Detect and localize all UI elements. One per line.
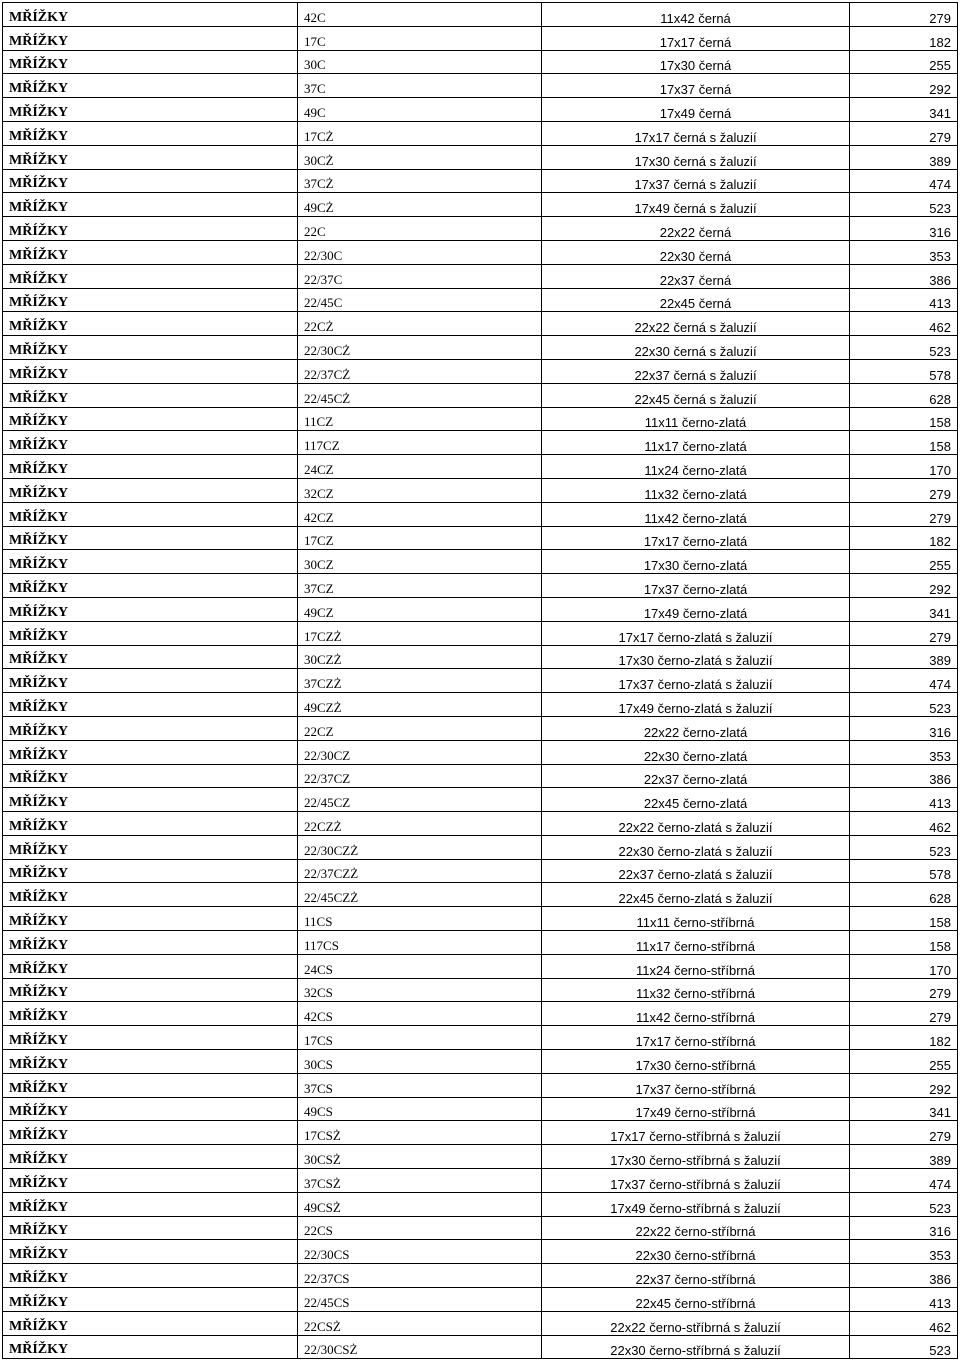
price-cell: 158 xyxy=(850,907,958,931)
category-cell: MŘÍŽKY xyxy=(3,336,298,360)
description-cell: 22x30 černo-stříbrná s žaluzií xyxy=(542,1335,850,1359)
table-row xyxy=(3,383,958,407)
code-cell: 22/37CZ xyxy=(298,764,542,788)
price-cell: 316 xyxy=(850,716,958,740)
code-cell: 24CS xyxy=(298,954,542,978)
table-row xyxy=(3,26,958,50)
description-cell: 22x45 černá s žaluzií xyxy=(542,383,850,407)
description-cell: 22x45 černá xyxy=(542,288,850,312)
category-cell: MŘÍŽKY xyxy=(3,1240,298,1264)
category-cell: MŘÍŽKY xyxy=(3,859,298,883)
price-cell: 462 xyxy=(850,1311,958,1335)
code-cell: 37CŻ xyxy=(298,169,542,193)
table-row xyxy=(3,217,958,241)
price-cell: 341 xyxy=(850,1097,958,1121)
category-cell: MŘÍŽKY xyxy=(3,907,298,931)
table-row xyxy=(3,1216,958,1240)
code-cell: 49C xyxy=(298,98,542,122)
price-cell: 279 xyxy=(850,978,958,1002)
category-cell: MŘÍŽKY xyxy=(3,98,298,122)
table-row xyxy=(3,121,958,145)
table-row xyxy=(3,883,958,907)
table-row xyxy=(3,312,958,336)
table-row xyxy=(3,550,958,574)
description-cell: 17x37 černá s žaluzií xyxy=(542,169,850,193)
price-cell: 386 xyxy=(850,264,958,288)
code-cell: 22/30CSŻ xyxy=(298,1335,542,1359)
category-cell: MŘÍŽKY xyxy=(3,50,298,74)
description-cell: 17x49 černo-stříbrná xyxy=(542,1097,850,1121)
table-row xyxy=(3,1335,958,1359)
table-row xyxy=(3,431,958,455)
code-cell: 32CS xyxy=(298,978,542,1002)
description-cell: 22x22 černo-stříbrná xyxy=(542,1216,850,1240)
price-cell: 462 xyxy=(850,312,958,336)
code-cell: 22/30CZ xyxy=(298,740,542,764)
category-cell: MŘÍŽKY xyxy=(3,145,298,169)
description-cell: 17x49 černo-zlatá xyxy=(542,597,850,621)
table-row xyxy=(3,574,958,598)
code-cell: 30CZŻ xyxy=(298,645,542,669)
description-cell: 22x30 černo-zlatá s žaluzií xyxy=(542,835,850,859)
table-row xyxy=(3,1288,958,1312)
description-cell: 22x22 černá xyxy=(542,217,850,241)
description-cell: 17x49 černá xyxy=(542,98,850,122)
description-cell: 22x37 černo-stříbrná xyxy=(542,1264,850,1288)
category-cell: MŘÍŽKY xyxy=(3,574,298,598)
price-cell: 523 xyxy=(850,1192,958,1216)
code-cell: 17CS xyxy=(298,1026,542,1050)
price-cell: 170 xyxy=(850,455,958,479)
price-cell: 279 xyxy=(850,1002,958,1026)
table-row xyxy=(3,288,958,312)
price-table-body xyxy=(3,3,958,1359)
code-cell: 49CZ xyxy=(298,597,542,621)
category-cell: MŘÍŽKY xyxy=(3,478,298,502)
code-cell: 22/45CZ xyxy=(298,788,542,812)
code-cell: 17CŻ xyxy=(298,121,542,145)
category-cell: MŘÍŽKY xyxy=(3,193,298,217)
price-cell: 279 xyxy=(850,478,958,502)
table-row xyxy=(3,907,958,931)
table-row xyxy=(3,240,958,264)
table-row xyxy=(3,193,958,217)
code-cell: 22/30CZŻ xyxy=(298,835,542,859)
description-cell: 17x30 černá xyxy=(542,50,850,74)
category-cell: MŘÍŽKY xyxy=(3,26,298,50)
price-cell: 292 xyxy=(850,1073,958,1097)
code-cell: 37C xyxy=(298,74,542,98)
category-cell: MŘÍŽKY xyxy=(3,1026,298,1050)
category-cell: MŘÍŽKY xyxy=(3,550,298,574)
category-cell: MŘÍŽKY xyxy=(3,407,298,431)
price-cell: 279 xyxy=(850,121,958,145)
description-cell: 22x45 černo-zlatá xyxy=(542,788,850,812)
price-table xyxy=(2,2,958,1359)
description-cell: 11x42 černo-stříbrná xyxy=(542,1002,850,1026)
table-row xyxy=(3,931,958,955)
description-cell: 22x37 černo-zlatá xyxy=(542,764,850,788)
table-row xyxy=(3,1169,958,1193)
price-cell: 628 xyxy=(850,883,958,907)
table-row xyxy=(3,835,958,859)
description-cell: 22x30 černá s žaluzií xyxy=(542,336,850,360)
price-cell: 158 xyxy=(850,931,958,955)
code-cell: 22/37C xyxy=(298,264,542,288)
price-cell: 523 xyxy=(850,835,958,859)
category-cell: MŘÍŽKY xyxy=(3,669,298,693)
price-cell: 341 xyxy=(850,597,958,621)
price-cell: 474 xyxy=(850,1169,958,1193)
category-cell: MŘÍŽKY xyxy=(3,1288,298,1312)
category-cell: MŘÍŽKY xyxy=(3,217,298,241)
table-row xyxy=(3,1145,958,1169)
description-cell: 11x32 černo-zlatá xyxy=(542,478,850,502)
category-cell: MŘÍŽKY xyxy=(3,764,298,788)
price-cell: 316 xyxy=(850,1216,958,1240)
description-cell: 22x22 černá s žaluzií xyxy=(542,312,850,336)
table-row xyxy=(3,693,958,717)
table-row xyxy=(3,1192,958,1216)
description-cell: 11x42 černá xyxy=(542,3,850,27)
price-cell: 413 xyxy=(850,788,958,812)
code-cell: 30C xyxy=(298,50,542,74)
code-cell: 30CŻ xyxy=(298,145,542,169)
price-cell: 255 xyxy=(850,1050,958,1074)
category-cell: MŘÍŽKY xyxy=(3,502,298,526)
description-cell: 22x30 černo-stříbrná xyxy=(542,1240,850,1264)
category-cell: MŘÍŽKY xyxy=(3,1121,298,1145)
category-cell: MŘÍŽKY xyxy=(3,716,298,740)
description-cell: 17x30 černo-stříbrná xyxy=(542,1050,850,1074)
description-cell: 17x17 černá s žaluzií xyxy=(542,121,850,145)
price-cell: 462 xyxy=(850,812,958,836)
description-cell: 17x37 černo-zlatá s žaluzií xyxy=(542,669,850,693)
category-cell: MŘÍŽKY xyxy=(3,240,298,264)
category-cell: MŘÍŽKY xyxy=(3,1192,298,1216)
table-row xyxy=(3,169,958,193)
price-cell: 158 xyxy=(850,431,958,455)
price-cell: 170 xyxy=(850,954,958,978)
price-cell: 158 xyxy=(850,407,958,431)
description-cell: 11x32 černo-stříbrná xyxy=(542,978,850,1002)
table-row xyxy=(3,764,958,788)
description-cell: 17x30 černo-stříbrná s žaluzií xyxy=(542,1145,850,1169)
code-cell: 22/30CŻ xyxy=(298,336,542,360)
description-cell: 17x17 černo-zlatá s žaluzií xyxy=(542,621,850,645)
code-cell: 117CZ xyxy=(298,431,542,455)
code-cell: 42CZ xyxy=(298,502,542,526)
category-cell: MŘÍŽKY xyxy=(3,3,298,27)
description-cell: 17x17 černá xyxy=(542,26,850,50)
table-row xyxy=(3,669,958,693)
description-cell: 22x22 černo-zlatá s žaluzií xyxy=(542,812,850,836)
price-cell: 389 xyxy=(850,645,958,669)
category-cell: MŘÍŽKY xyxy=(3,1311,298,1335)
table-row xyxy=(3,1050,958,1074)
code-cell: 37CS xyxy=(298,1073,542,1097)
category-cell: MŘÍŽKY xyxy=(3,1264,298,1288)
description-cell: 22x45 černo-zlatá s žaluzií xyxy=(542,883,850,907)
category-cell: MŘÍŽKY xyxy=(3,74,298,98)
price-cell: 386 xyxy=(850,764,958,788)
code-cell: 22CS xyxy=(298,1216,542,1240)
code-cell: 11CZ xyxy=(298,407,542,431)
category-cell: MŘÍŽKY xyxy=(3,1145,298,1169)
code-cell: 30CZ xyxy=(298,550,542,574)
price-cell: 523 xyxy=(850,693,958,717)
price-cell: 292 xyxy=(850,74,958,98)
category-cell: MŘÍŽKY xyxy=(3,1097,298,1121)
code-cell: 42C xyxy=(298,3,542,27)
code-cell: 22/37CŻ xyxy=(298,359,542,383)
category-cell: MŘÍŽKY xyxy=(3,1216,298,1240)
price-cell: 386 xyxy=(850,1264,958,1288)
table-row xyxy=(3,740,958,764)
category-cell: MŘÍŽKY xyxy=(3,1073,298,1097)
code-cell: 22/45CŻ xyxy=(298,383,542,407)
price-cell: 413 xyxy=(850,288,958,312)
code-cell: 17C xyxy=(298,26,542,50)
category-cell: MŘÍŽKY xyxy=(3,1335,298,1359)
description-cell: 17x30 černo-zlatá xyxy=(542,550,850,574)
table-row xyxy=(3,336,958,360)
price-cell: 523 xyxy=(850,193,958,217)
table-row xyxy=(3,1026,958,1050)
table-row xyxy=(3,502,958,526)
table-row xyxy=(3,526,958,550)
price-cell: 523 xyxy=(850,1335,958,1359)
price-cell: 341 xyxy=(850,98,958,122)
category-cell: MŘÍŽKY xyxy=(3,812,298,836)
code-cell: 17CSŻ xyxy=(298,1121,542,1145)
description-cell: 11x24 černo-zlatá xyxy=(542,455,850,479)
description-cell: 22x22 černo-zlatá xyxy=(542,716,850,740)
code-cell: 24CZ xyxy=(298,455,542,479)
description-cell: 11x24 černo-stříbrná xyxy=(542,954,850,978)
category-cell: MŘÍŽKY xyxy=(3,121,298,145)
price-cell: 413 xyxy=(850,1288,958,1312)
description-cell: 22x30 černá xyxy=(542,240,850,264)
price-cell: 279 xyxy=(850,3,958,27)
category-cell: MŘÍŽKY xyxy=(3,1169,298,1193)
table-row xyxy=(3,74,958,98)
description-cell: 11x11 černo-zlatá xyxy=(542,407,850,431)
category-cell: MŘÍŽKY xyxy=(3,312,298,336)
code-cell: 22/45C xyxy=(298,288,542,312)
code-cell: 22/45CS xyxy=(298,1288,542,1312)
table-row xyxy=(3,1121,958,1145)
description-cell: 22x22 černo-stříbrná s žaluzií xyxy=(542,1311,850,1335)
price-cell: 474 xyxy=(850,669,958,693)
price-cell: 474 xyxy=(850,169,958,193)
table-row xyxy=(3,1264,958,1288)
description-cell: 17x49 černo-stříbrná s žaluzií xyxy=(542,1192,850,1216)
code-cell: 49CŻ xyxy=(298,193,542,217)
code-cell: 22/45CZŻ xyxy=(298,883,542,907)
table-row xyxy=(3,1002,958,1026)
price-cell: 255 xyxy=(850,50,958,74)
description-cell: 11x11 černo-stříbrná xyxy=(542,907,850,931)
price-cell: 292 xyxy=(850,574,958,598)
table-row xyxy=(3,478,958,502)
category-cell: MŘÍŽKY xyxy=(3,264,298,288)
code-cell: 22C xyxy=(298,217,542,241)
code-cell: 49CSŻ xyxy=(298,1192,542,1216)
price-cell: 353 xyxy=(850,740,958,764)
description-cell: 17x49 černo-zlatá s žaluzií xyxy=(542,693,850,717)
table-row xyxy=(3,621,958,645)
price-cell: 389 xyxy=(850,145,958,169)
price-cell: 578 xyxy=(850,359,958,383)
code-cell: 117CS xyxy=(298,931,542,955)
price-cell: 316 xyxy=(850,217,958,241)
table-row xyxy=(3,859,958,883)
code-cell: 49CS xyxy=(298,1097,542,1121)
code-cell: 22/30C xyxy=(298,240,542,264)
description-cell: 22x45 černo-stříbrná xyxy=(542,1288,850,1312)
category-cell: MŘÍŽKY xyxy=(3,169,298,193)
description-cell: 11x42 černo-zlatá xyxy=(542,502,850,526)
category-cell: MŘÍŽKY xyxy=(3,1050,298,1074)
price-cell: 182 xyxy=(850,26,958,50)
code-cell: 11CS xyxy=(298,907,542,931)
description-cell: 17x17 černo-stříbrná s žaluzií xyxy=(542,1121,850,1145)
table-row xyxy=(3,1311,958,1335)
price-cell: 578 xyxy=(850,859,958,883)
description-cell: 11x17 černo-zlatá xyxy=(542,431,850,455)
category-cell: MŘÍŽKY xyxy=(3,740,298,764)
description-cell: 17x17 černo-stříbrná xyxy=(542,1026,850,1050)
category-cell: MŘÍŽKY xyxy=(3,693,298,717)
price-cell: 255 xyxy=(850,550,958,574)
table-row xyxy=(3,978,958,1002)
table-row xyxy=(3,954,958,978)
code-cell: 17CZ xyxy=(298,526,542,550)
category-cell: MŘÍŽKY xyxy=(3,931,298,955)
table-row xyxy=(3,3,958,27)
category-cell: MŘÍŽKY xyxy=(3,978,298,1002)
category-cell: MŘÍŽKY xyxy=(3,621,298,645)
description-cell: 17x37 černo-zlatá xyxy=(542,574,850,598)
table-row xyxy=(3,716,958,740)
table-row xyxy=(3,597,958,621)
code-cell: 49CZŻ xyxy=(298,693,542,717)
description-cell: 17x37 černo-stříbrná xyxy=(542,1073,850,1097)
price-cell: 182 xyxy=(850,526,958,550)
description-cell: 17x30 černá s žaluzií xyxy=(542,145,850,169)
code-cell: 37CZŻ xyxy=(298,669,542,693)
description-cell: 22x37 černá s žaluzií xyxy=(542,359,850,383)
code-cell: 30CSŻ xyxy=(298,1145,542,1169)
category-cell: MŘÍŽKY xyxy=(3,455,298,479)
price-cell: 279 xyxy=(850,621,958,645)
description-cell: 17x49 černá s žaluzií xyxy=(542,193,850,217)
price-cell: 353 xyxy=(850,1240,958,1264)
price-cell: 389 xyxy=(850,1145,958,1169)
description-cell: 11x17 černo-stříbrná xyxy=(542,931,850,955)
code-cell: 22/37CZŻ xyxy=(298,859,542,883)
price-cell: 279 xyxy=(850,1121,958,1145)
table-row xyxy=(3,264,958,288)
price-cell: 353 xyxy=(850,240,958,264)
price-cell: 523 xyxy=(850,336,958,360)
description-cell: 17x17 černo-zlatá xyxy=(542,526,850,550)
table-row xyxy=(3,788,958,812)
description-cell: 17x30 černo-zlatá s žaluzií xyxy=(542,645,850,669)
price-cell: 628 xyxy=(850,383,958,407)
category-cell: MŘÍŽKY xyxy=(3,1002,298,1026)
code-cell: 37CZ xyxy=(298,574,542,598)
code-cell: 30CS xyxy=(298,1050,542,1074)
category-cell: MŘÍŽKY xyxy=(3,383,298,407)
code-cell: 22CZ xyxy=(298,716,542,740)
description-cell: 17x37 černá xyxy=(542,74,850,98)
category-cell: MŘÍŽKY xyxy=(3,597,298,621)
code-cell: 42CS xyxy=(298,1002,542,1026)
category-cell: MŘÍŽKY xyxy=(3,645,298,669)
table-row xyxy=(3,812,958,836)
table-row xyxy=(3,1073,958,1097)
table-row xyxy=(3,359,958,383)
code-cell: 37CSŻ xyxy=(298,1169,542,1193)
table-row xyxy=(3,98,958,122)
code-cell: 22CZŻ xyxy=(298,812,542,836)
table-row xyxy=(3,455,958,479)
table-row xyxy=(3,50,958,74)
category-cell: MŘÍŽKY xyxy=(3,288,298,312)
table-row xyxy=(3,145,958,169)
table-row xyxy=(3,645,958,669)
category-cell: MŘÍŽKY xyxy=(3,359,298,383)
table-row xyxy=(3,1240,958,1264)
category-cell: MŘÍŽKY xyxy=(3,431,298,455)
description-cell: 17x37 černo-stříbrná s žaluzií xyxy=(542,1169,850,1193)
code-cell: 32CZ xyxy=(298,478,542,502)
description-cell: 22x37 černá xyxy=(542,264,850,288)
category-cell: MŘÍŽKY xyxy=(3,954,298,978)
code-cell: 22CŻ xyxy=(298,312,542,336)
code-cell: 22/37CS xyxy=(298,1264,542,1288)
code-cell: 17CZŻ xyxy=(298,621,542,645)
table-row xyxy=(3,1097,958,1121)
code-cell: 22/30CS xyxy=(298,1240,542,1264)
category-cell: MŘÍŽKY xyxy=(3,526,298,550)
category-cell: MŘÍŽKY xyxy=(3,788,298,812)
table-row xyxy=(3,407,958,431)
category-cell: MŘÍŽKY xyxy=(3,835,298,859)
price-cell: 279 xyxy=(850,502,958,526)
price-cell: 182 xyxy=(850,1026,958,1050)
description-cell: 22x30 černo-zlatá xyxy=(542,740,850,764)
category-cell: MŘÍŽKY xyxy=(3,883,298,907)
code-cell: 22CSŻ xyxy=(298,1311,542,1335)
description-cell: 22x37 černo-zlatá s žaluzií xyxy=(542,859,850,883)
